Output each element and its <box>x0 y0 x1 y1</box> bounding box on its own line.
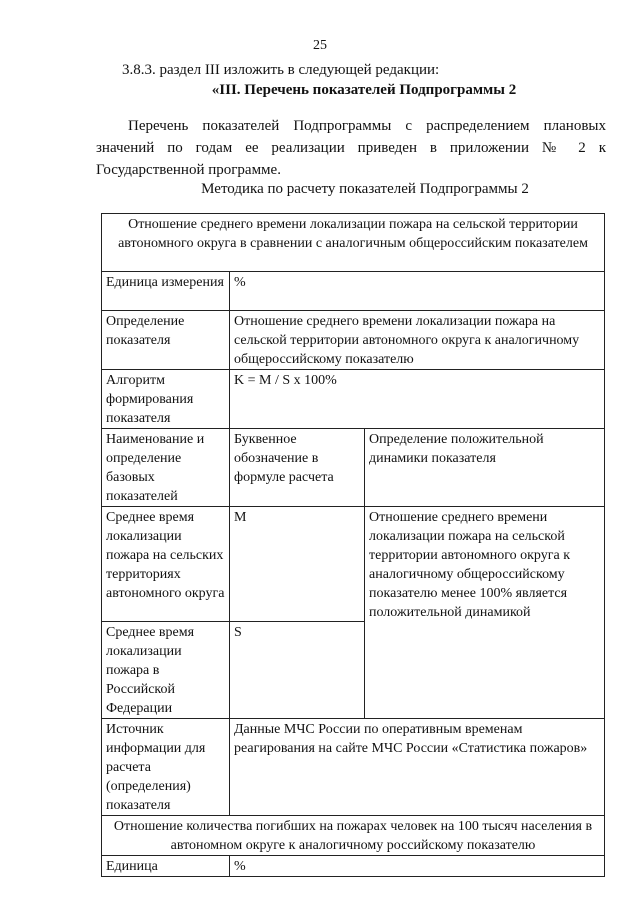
russia-time-letter: S <box>230 622 365 719</box>
section-heading: «III. Перечень показателей Подпрограммы 2 <box>211 82 517 98</box>
source-label: Источник информации для расчета (определения) показателя <box>102 719 230 816</box>
unit-value: % <box>230 272 605 311</box>
indicator2-title: Отношение количества погибших на пожарах человек на 100 тысяч населения в автономном округе к аналогичному российскому показателю <box>102 816 605 856</box>
base-indicators-label: Наименование и определение базовых показателей <box>102 429 230 507</box>
table-row <box>102 214 605 272</box>
letter-designation-header: Буквенное обозначение в формуле расчета <box>230 429 365 507</box>
unit2-label: Единица <box>102 856 230 877</box>
positive-dynamics-header: Определение положительной динамики показателя <box>365 429 605 507</box>
source-value: Данные МЧС России по оперативным временам реагирования на сайте МЧС России «Статистика пожаров» <box>230 719 605 816</box>
table-row <box>102 272 605 311</box>
intro-paragraph: Перечень показателей Подпрограммы с распределением плановых значений по годам ее реализации приведен в приложении № 2 к Государственной программе. <box>96 118 606 178</box>
table-row <box>102 370 605 429</box>
table-row <box>102 429 605 507</box>
table-row <box>102 311 605 370</box>
methodology-title: Методика по расчету показателей Подпрограммы 2 <box>201 181 529 197</box>
table-row <box>102 719 605 816</box>
page-number: 25 <box>313 38 327 53</box>
unit-label: Единица измерения <box>102 272 230 311</box>
rural-time-letter: M <box>230 507 365 622</box>
unit2-value: % <box>230 856 605 877</box>
table-row <box>102 856 605 877</box>
amendment-item: 3.8.3. раздел III изложить в следующей редакции: <box>122 62 440 78</box>
definition-label: Определение показателя <box>102 311 230 370</box>
definition-value: Отношение среднего времени локализации пожара на сельской территории автономного округа к аналогичному общероссийскому показателю <box>230 311 605 370</box>
table-row <box>102 507 605 622</box>
algorithm-formula: K = M / S x 100% <box>230 370 605 429</box>
table-row <box>102 816 605 856</box>
algorithm-label: Алгоритм формирования показателя <box>102 370 230 429</box>
indicator-table <box>101 213 605 877</box>
indicator1-title: Отношение среднего времени локализации пожара на сельской территории автономного округа в сравнении с аналогичным общероссийским показателем <box>102 214 605 272</box>
russia-time-label: Среднее время локализации пожара в Российской Федерации <box>102 622 230 719</box>
dynamics-description: Отношение среднего времени локализации пожара на сельской территории автономного округа к аналогичному общероссийскому показателю менее 100% является положительной динамикой <box>365 507 605 719</box>
rural-time-label: Среднее время локализации пожара на сельских территориях автономного округа <box>102 507 230 622</box>
